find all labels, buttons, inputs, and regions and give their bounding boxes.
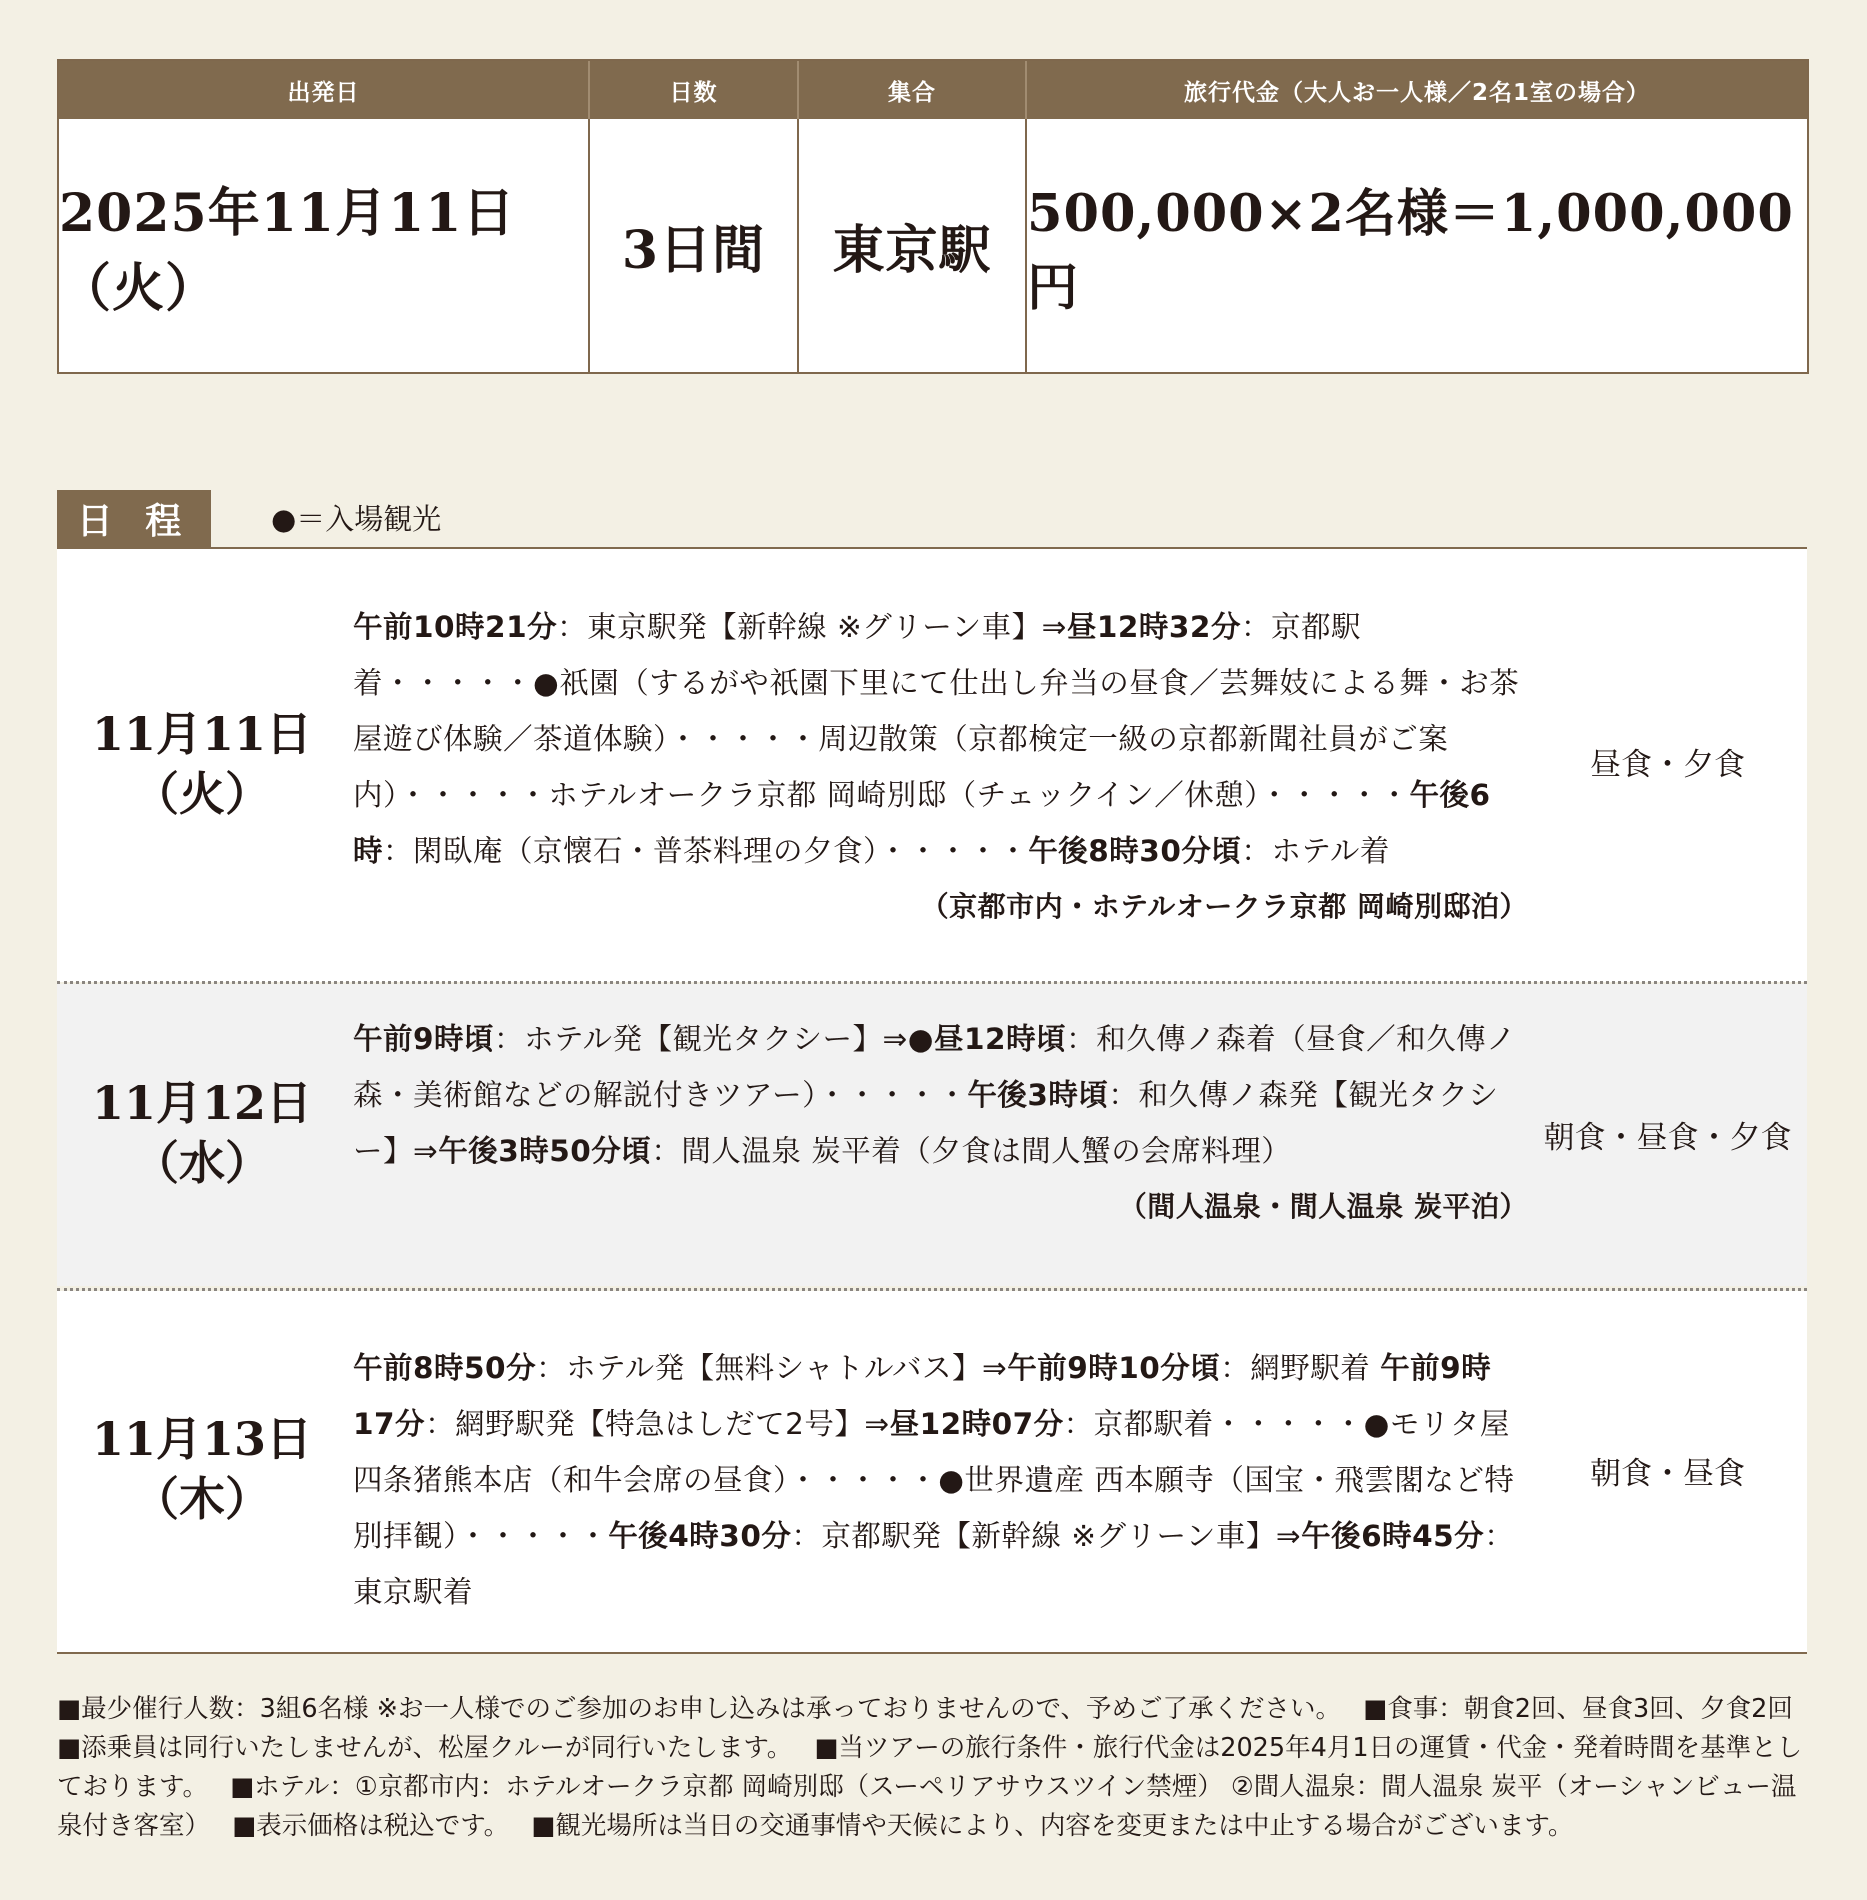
header-departure-date: 出発日 [59,61,590,119]
note-tax: ■表示価格は税込です。 [232,1811,510,1841]
day-date-label: 11月12日 [91,1076,313,1130]
itinerary-text: ：網野駅着 [1220,1351,1381,1385]
itinerary-time: 昼12時07分 [889,1407,1064,1441]
itinerary-text: ：網野駅発【特急はしだて2号】⇒ [425,1407,890,1441]
day-date [57,1073,347,1193]
day-weekday-label: （水） [133,1136,271,1190]
day-itinerary [353,1340,1528,1620]
schedule-bottom-rule [57,1652,1807,1654]
schedule-day-3 [57,1291,1807,1652]
summary-header-row [59,61,1807,119]
itinerary-text: ：東京駅発【新幹線 ※グリーン車】⇒ [557,610,1067,644]
day-date [57,704,347,824]
day-date-label: 11月13日 [91,1412,313,1466]
itinerary-time: 午前9時10分頃 [1007,1351,1221,1385]
note-changes: ■観光場所は当日の交通事情や天候により、内容を変更または中止する場合がございます。 [531,1811,1574,1841]
tour-notes [57,1690,1809,1846]
day-date-label: 11月11日 [91,707,313,761]
itinerary-text: ：東京駅着 [353,1519,1515,1609]
itinerary-time: 午後3時50分頃 [438,1134,652,1168]
itinerary-text: ：間人温泉 炭平着（夕食は間人蟹の会席料理） [651,1134,1292,1168]
day-weekday-label: （火） [133,767,271,821]
itinerary-time: 午後6時 [353,778,1491,868]
value-departure-date: 2025年11月11日（火） [59,119,590,372]
schedule-day-2 [57,984,1807,1286]
itinerary-text: ：京都駅着・・・・・●祇園（するがや祇園下里にて仕出し弁当の昼食／芸舞妓による舞・お茶屋遊び体験／茶道体験）・・・・・周辺散策（京都検定一級の京都新聞社員がご案内）・・・・・ホテルオークラ京都 岡崎別邸（チェックイン／休憩）・・・・・ [353,610,1520,812]
note-escort: ■添乗員は同行いたしませんが、松屋クルーが同行いたします。 [57,1733,793,1763]
itinerary-time: 昼12時頃 [934,1022,1067,1056]
day-itinerary [353,1011,1528,1235]
day-meals: 昼食・夕食 [1590,747,1745,783]
itinerary-text: ：京都駅発【新幹線 ※グリーン車】⇒ [791,1519,1302,1553]
itinerary-text: ：ホテル発【観光タクシー】⇒● [494,1022,935,1056]
itinerary-time: 午後4時30分 [608,1519,792,1553]
header-meeting-point: 集合 [799,61,1027,119]
itinerary-text: ：ホテル着 [1241,834,1390,868]
itinerary-stay: （間人温泉・間人温泉 炭平泊） [1118,1190,1528,1223]
itinerary-text: ：京都駅着・・・・・●モリタ屋 四条猪熊本店（和牛会席の昼食）・・・・・●世界遺産 西本願寺（国宝・飛雲閣など特別拝観）・・・・・ [353,1407,1515,1553]
itinerary-time: 午前10時21分 [353,610,558,644]
itinerary-time: 午前9時頃 [353,1022,495,1056]
header-price: 旅行代金（大人お一人様／2名1室の場合） [1183,79,1650,106]
itinerary-time: 昼12時32分 [1066,610,1241,644]
itinerary-text: ：和久傳ノ森着（昼食／和久傳ノ森・美術館などの解説付きツアー）・・・・・ [353,1022,1517,1112]
value-meeting-point: 東京駅 [799,119,1027,372]
itinerary-time: 午前8時50分 [353,1351,537,1385]
tour-summary-table [57,59,1809,374]
itinerary-stay: （京都市内・ホテルオークラ京都 岡崎別邸泊） [920,890,1528,923]
note-meals: ■食事：朝食2回、昼食3回、夕食2回 [1363,1694,1793,1724]
itinerary-text: ：和久傳ノ森発【観光タクシー】⇒ [353,1078,1499,1168]
note-conditions: ■当ツアーの旅行条件・旅行代金は2025年4月1日の運賃・代金・発着時間を基準としております。 [57,1733,1803,1802]
itinerary-time: 午後6時45分 [1301,1519,1485,1553]
day-meals: 朝食・昼食・夕食 [1543,1120,1792,1156]
schedule-tab-label: 日 程 [57,490,211,547]
note-hotels: ■ホテル：①京都市内：ホテルオークラ京都 岡崎別邸（スーペリアサウスツイン禁煙） ②間人温泉：間人温泉 炭平（オーシャンビュー温泉付き客室） [57,1772,1797,1841]
value-duration: 3日間 [590,119,799,372]
header-duration: 日数 [590,61,799,119]
summary-value-row [59,119,1807,372]
schedule-legend: ●＝入場観光 [271,502,442,536]
schedule-day-1 [57,549,1807,982]
day-itinerary [353,599,1528,935]
value-price: 500,000×2名様＝1,000,000円 [1027,183,1794,318]
day-date [57,1409,347,1529]
day-weekday-label: （木） [133,1472,271,1526]
note-min-participants: ■最少催行人数：3組6名様 ※お一人様でのご参加のお申し込みは承っておりませんので、予めご了承ください。 [57,1694,1342,1724]
itinerary-text: ：閑臥庵（京懐石・普茶料理の夕食）・・・・・ [383,834,1029,868]
day-meals: 朝食・昼食 [1590,1456,1745,1492]
itinerary-time: 午後8時30分頃 [1028,834,1242,868]
itinerary-text: ：ホテル発【無料シャトルバス】⇒ [536,1351,1008,1385]
itinerary-time: 午前9時17分 [353,1351,1492,1441]
itinerary-time: 午後3時頃 [967,1078,1109,1112]
